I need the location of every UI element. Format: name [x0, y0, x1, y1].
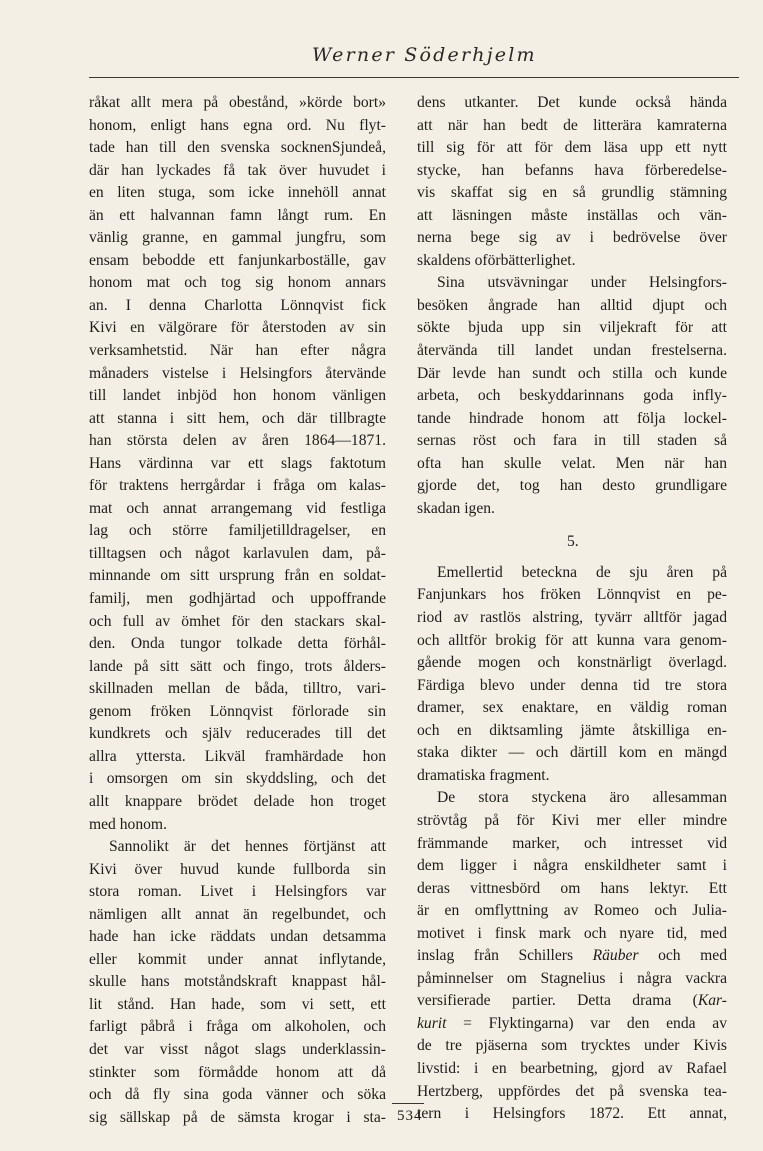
text-line: Emellertid beteckna de sju åren på — [437, 563, 727, 581]
section-number: 5. — [567, 533, 579, 551]
text-line: påminnelser om Stagnelius i några vackra — [417, 969, 727, 987]
text-line: sökte bjuda upp sin viljekraft för att — [417, 319, 727, 337]
text-line: tade han till den svenska socknenSjundeå, — [89, 139, 386, 157]
text-line: Hans värdinna var ett slags faktotum — [89, 454, 386, 472]
text-line: vis skaffat sig en så grundlig stämning — [417, 184, 727, 202]
text-line: staka dikter — och därtill kom en mängd — [417, 744, 727, 762]
text-line: ensam bebodde ett fanjunkarboställe, gav — [89, 251, 386, 269]
page-number: 534 — [397, 1108, 423, 1124]
text-line: att när han bedt de litterära kamraterna — [417, 116, 727, 134]
text-line: de tre pjäserna som trycktes under Kivis — [417, 1037, 727, 1055]
text-line: verksamhetstid. När han efter några — [89, 342, 386, 360]
running-header: Werner Söderhjelm — [312, 44, 537, 66]
text-line: dramer, sex enaktare, en väldig roman — [417, 699, 727, 717]
text-line: inslag från Schillers Räuber och med — [417, 947, 727, 965]
text-line: livstid: i en bearbetning, gjord av Rafael — [417, 1059, 727, 1077]
text-line: råkat allt mera på obestånd, »körde bort» — [89, 94, 386, 111]
text-line: motivet i finsk mark och nyare tid, med — [417, 924, 727, 942]
text-line: deras vittnesbörd om hans lektyr. Ett — [417, 879, 727, 897]
text-line: återvända till landet undan frestelserna. — [417, 342, 727, 360]
text-line: dens utkanter. Det kunde också hända — [417, 94, 727, 111]
text-line: strövtåg på för Kivi mer eller mindre — [417, 811, 727, 829]
text-line: Färdiga blevo under denna tid tre stora — [417, 676, 727, 694]
text-line: Fanjunkars hos fröken Lönnqvist en pe- — [417, 586, 727, 604]
text-line: sernas röst och fara in till staden så — [417, 432, 727, 450]
text-line: dramatiska fragment. — [417, 766, 550, 784]
text-line: vänlig granne, en gammal jungfru, som — [89, 229, 386, 247]
text-line: att läsningen måste inställas och vän- — [417, 206, 727, 224]
text-line: en liten stuga, som icke innehöll annat — [89, 184, 386, 202]
text-line: familj, men godhjärtad och uppoffrande — [89, 590, 386, 608]
header-rule — [89, 77, 739, 78]
text-line: allra yttersta. Likväl framhärdade hon — [89, 747, 386, 765]
text-line: än ett halvannan famn långt rum. En — [89, 206, 386, 224]
text-line: han största delen av åren 1864—1871. — [89, 432, 386, 450]
text-line: och då fly sina goda vänner och söka — [89, 1086, 386, 1104]
text-line: främmande marker, och intresset vid — [417, 834, 727, 852]
text-line: honom, enligt hans egna ord. Nu flyt- — [89, 116, 386, 134]
text-line: genom fröken Lönnqvist förlorade sin — [89, 702, 386, 720]
text-line: mat och annat arrangemang vid festliga — [89, 499, 386, 517]
right-column — [417, 92, 727, 1126]
left-column — [89, 92, 386, 1129]
text-line: honom mat och tog sig honom annars — [89, 274, 386, 292]
text-line: stora roman. Livet i Helsingfors var — [89, 883, 386, 901]
text-line: nämligen allt annat än regelbundet, och — [89, 905, 386, 923]
text-line: besöken ångrade han alltid djupt och — [417, 296, 727, 314]
text-line: ofta han skulle velat. Men när han — [417, 454, 727, 472]
text-line: lande på sitt sätt och fingo, trots ålders- — [89, 657, 386, 675]
text-line: gående mogen och konstnärligt överlagd. — [417, 654, 727, 672]
text-line: skulle hans motståndskraft knappast hål- — [89, 973, 386, 991]
text-line: arbeta, och beskyddarinnans goda infly- — [417, 387, 727, 405]
text-line: sig sällskap på de sämsta krogar i sta- — [89, 1108, 386, 1126]
text-line: i omsorgen om sin skyddsling, och det — [89, 770, 386, 788]
text-line: farligt påbrå i fråga om alkoholen, och — [89, 1018, 386, 1036]
text-line: lag och större familjetilldragelser, en — [89, 522, 386, 540]
text-line: och en diktsamling jämte åtskilliga en- — [417, 721, 727, 739]
text-line: är en omflyttning av Romeo och Julia- — [417, 902, 727, 920]
footer-rule — [392, 1103, 424, 1104]
text-line: tande hindrade honom att följa lockel- — [417, 409, 727, 427]
text-line: tilltagsen och något karlavulen dam, på- — [89, 544, 386, 562]
text-line: skillnaden mellan de båda, tilltro, vari- — [89, 680, 386, 698]
text-line: och alltför brokig för att kunna vara genom- — [417, 631, 727, 649]
text-line: det var visst något slags underklassin- — [89, 1040, 386, 1058]
text-line: dem ligger i några enskildheter samt i — [417, 857, 727, 875]
text-line: kundkrets och själv reducerades till det — [89, 725, 386, 743]
text-line: nerna bege sig av i bedrövelse över — [417, 229, 727, 247]
text-line: lit stånd. Han hade, som vi sett, ett — [89, 995, 386, 1013]
text-line: De stora styckena äro allesamman — [437, 789, 727, 807]
text-line: Där levde han sundt och stilla och kunde — [417, 364, 727, 382]
text-line: tern i Helsingfors 1872. Ett annat, — [417, 1105, 727, 1123]
text-line: eller kommit under annat inflytande, — [89, 950, 386, 968]
text-line: an. I denna Charlotta Lönnqvist fick — [89, 296, 386, 314]
text-line: till sig för att för dem läsa upp ett nytt — [417, 139, 727, 157]
text-line: Sina utsvävningar under Helsingfors- — [437, 274, 727, 292]
text-line: kurit = Flyktingarna) var den enda av — [417, 1014, 727, 1032]
text-line: den. Onda tungor tolkade detta förhål- — [89, 635, 386, 653]
text-line: stycke, han befanns hava förberedelse- — [417, 161, 727, 179]
text-line: månaders vistelse i Helsingfors återvände — [89, 364, 386, 382]
text-line: för traktens herrgårdar i fråga om kalas- — [89, 477, 386, 495]
text-line: riod av rastlös alstring, tyvärr alltför jagad — [417, 609, 727, 627]
text-line: Kivi en välgörare för återstoden av sin — [89, 319, 386, 337]
text-line: gjorde det, tog han desto grundligare — [417, 477, 727, 495]
text-line: Hertzberg, uppfördes det på svenska tea- — [417, 1082, 727, 1100]
text-line: Kivi över huvud kunde fullborda sin — [89, 860, 386, 878]
text-line: skadan igen. — [417, 499, 495, 517]
text-line: att stanna i sitt hem, och där tillbragte — [89, 409, 386, 427]
text-line: allt knappare brödet delade hon troget — [89, 792, 386, 810]
text-line: med honom. — [89, 815, 167, 833]
text-line: och full av ömhet för den stackars skal- — [89, 612, 386, 630]
text-line: skaldens oförbätterlighet. — [417, 251, 576, 269]
text-line: minnande om sitt ursprung från en soldat- — [89, 567, 386, 585]
text-line: hade han icke räddats undan detsamma — [89, 928, 386, 946]
text-line: versifierade partier. Detta drama (Kar- — [417, 992, 727, 1010]
text-line: till landet inbjöd hon honom vänligen — [89, 387, 386, 405]
text-line: Sannolikt är det hennes förtjänst att — [109, 838, 386, 856]
text-line: där han lyckades få tak över huvudet i — [89, 161, 386, 179]
text-line: stinkter som förmådde honom att då — [89, 1063, 386, 1081]
